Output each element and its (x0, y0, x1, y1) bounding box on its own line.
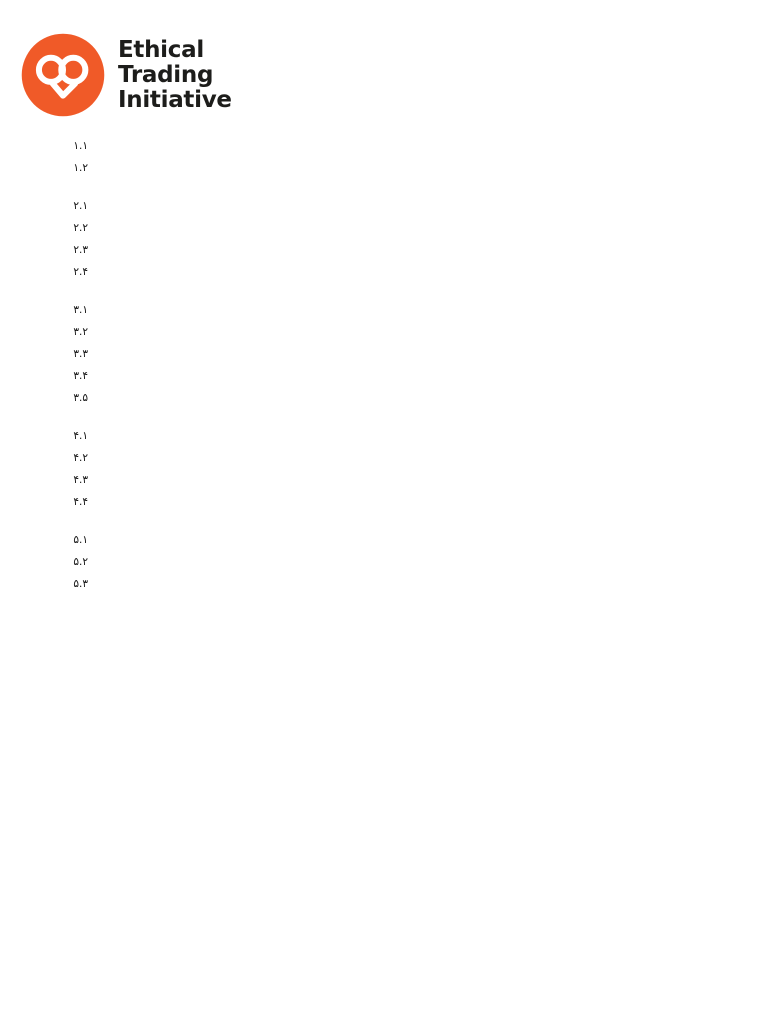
logo-line-1: Ethical (118, 36, 204, 63)
document-body (44, 118, 724, 984)
clause-item (44, 300, 724, 320)
clause-text (94, 470, 724, 490)
clause-number: ۲.۱ (73, 200, 88, 212)
clause-text (94, 388, 724, 408)
eti-logo-wordmark (118, 38, 232, 113)
clause-number: ۲.۴ (73, 266, 88, 278)
clause-number: ۲.۳ (73, 244, 88, 256)
clause-text (94, 448, 724, 468)
clause-text (94, 530, 724, 550)
clause-text (94, 552, 724, 572)
clause-number: ۵.۱ (73, 534, 88, 546)
clause-text (94, 574, 724, 594)
clause-number: ۳.۲ (73, 326, 88, 338)
clause-item (44, 240, 724, 260)
clause-text (94, 426, 724, 446)
clause-item (44, 158, 724, 178)
clause-text (94, 218, 724, 238)
clause-text (94, 300, 724, 320)
clause-number: ۱.۱ (73, 140, 88, 152)
clause-text (94, 492, 724, 512)
clause-number: ۴.۱ (73, 430, 88, 442)
section-4 (44, 426, 724, 512)
clause-number: ۴.۴ (73, 496, 88, 508)
clause-text (94, 366, 724, 386)
clause-number: ۴.۲ (73, 452, 88, 464)
section-1 (44, 136, 724, 178)
section-list (44, 136, 724, 594)
clause-item (44, 426, 724, 446)
clause-number: ۴.۳ (73, 474, 88, 486)
eti-logo (20, 30, 240, 120)
clause-number: ۳.۱ (73, 304, 88, 316)
clause-text (94, 196, 724, 216)
page-header (20, 30, 728, 130)
clause-text (94, 136, 724, 156)
clause-item (44, 492, 724, 512)
clause-item (44, 552, 724, 572)
clause-item (44, 366, 724, 386)
clause-item (44, 322, 724, 342)
section-5 (44, 530, 724, 594)
clause-number: ۳.۴ (73, 370, 88, 382)
section-3 (44, 300, 724, 408)
clause-item (44, 136, 724, 156)
clause-number: ۵.۳ (73, 578, 88, 590)
clause-number: ۲.۲ (73, 222, 88, 234)
clause-item (44, 218, 724, 238)
clause-item (44, 574, 724, 594)
clause-item (44, 344, 724, 364)
eti-logo-mark-icon (20, 32, 106, 118)
section-2 (44, 196, 724, 282)
clause-item (44, 262, 724, 282)
clause-item (44, 530, 724, 550)
clause-text (94, 344, 724, 364)
clause-text (94, 262, 724, 282)
clause-number: ۳.۵ (73, 392, 88, 404)
clause-number: ۱.۲ (73, 162, 88, 174)
clause-text (94, 158, 724, 178)
clause-item (44, 196, 724, 216)
clause-text (94, 322, 724, 342)
clause-item (44, 470, 724, 490)
clause-item (44, 388, 724, 408)
logo-line-2: Trading (118, 61, 214, 88)
clause-number: ۳.۳ (73, 348, 88, 360)
logo-line-3: Initiative (118, 86, 232, 113)
clause-item (44, 448, 724, 468)
clause-number: ۵.۲ (73, 556, 88, 568)
clause-text (94, 240, 724, 260)
